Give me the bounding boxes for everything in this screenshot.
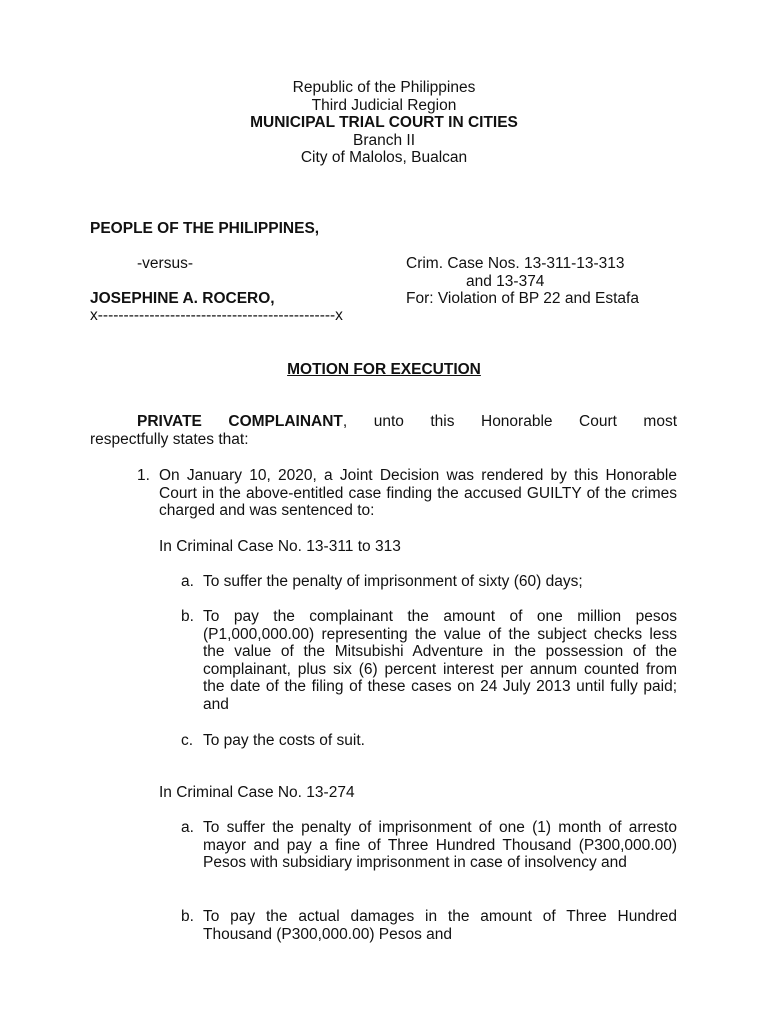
intro-text: , unto this Honorable Court most xyxy=(342,413,678,430)
caption-plaintiff: PEOPLE OF THE PHILIPPINES, xyxy=(90,220,320,237)
caption-offense: For: Violation of BP 22 and Estafa xyxy=(406,290,639,307)
intro-line-2: respectfully states that: xyxy=(90,431,249,448)
sub-item-text: To pay the costs of suit. xyxy=(203,732,365,749)
sub-item-text: To pay the actual damages in the amount of Three Hundred Thousand (P300,000.00) Pesos and xyxy=(203,908,677,943)
item-text: On January 10, 2020, a Joint Decision was rendered by this Honorable Court in the above-entitled case finding the accused GUILTY of the crimes charged and was sentenced to: xyxy=(159,467,677,519)
sub-item-letter: b. xyxy=(181,908,194,925)
caption-accused: JOSEPHINE A. ROCERO, xyxy=(90,290,275,307)
court-header-court-name: MUNICIPAL TRIAL COURT IN CITIES xyxy=(250,114,518,131)
caption-versus: -versus- xyxy=(137,255,193,272)
sub-item-letter: a. xyxy=(181,573,194,590)
motion-title: MOTION FOR EXECUTION xyxy=(287,361,481,378)
sub-item-letter: c. xyxy=(181,732,194,749)
caption-case-numbers: Crim. Case Nos. 13-311-13-313 xyxy=(406,255,625,272)
sub-item-letter: b. xyxy=(181,608,194,625)
court-header-republic: Republic of the Philippines xyxy=(292,79,476,96)
section-heading: In Criminal Case No. 13-274 xyxy=(159,784,355,801)
sub-item-text: To suffer the penalty of imprisonment of one (1) month of arresto mayor and pay a fine of Three Hundred Thousand (P300,000.00) Pesos with subsidiary imprisonment in case of insolvency and xyxy=(203,819,677,871)
sub-item-text: To suffer the penalty of imprisonment of sixty (60) days; xyxy=(203,573,583,590)
intro-party: PRIVATE COMPLAINANT xyxy=(137,413,343,430)
court-header-region: Third Judicial Region xyxy=(311,97,457,114)
caption-separator: x----------------------------------------------x xyxy=(90,307,343,324)
intro-line-1 xyxy=(137,413,677,431)
sub-item-letter: a. xyxy=(181,819,194,836)
caption-case-numbers-cont: and 13-374 xyxy=(466,273,545,290)
court-header-branch: Branch II xyxy=(352,132,416,149)
sub-item-text: To pay the complainant the amount of one million pesos (P1,000,000.00) representing the value of the subject checks less the value of the Mitsubishi Adventure in the possession of the complainant, plus six (6) percent interest per annum counted from the date of the filing of these cases on 24 July 2013 until fully paid; and xyxy=(203,608,677,713)
section-heading: In Criminal Case No. 13-311 to 313 xyxy=(159,538,401,555)
court-header-city: City of Malolos, Bualcan xyxy=(300,149,468,166)
item-number: 1. xyxy=(137,467,150,484)
